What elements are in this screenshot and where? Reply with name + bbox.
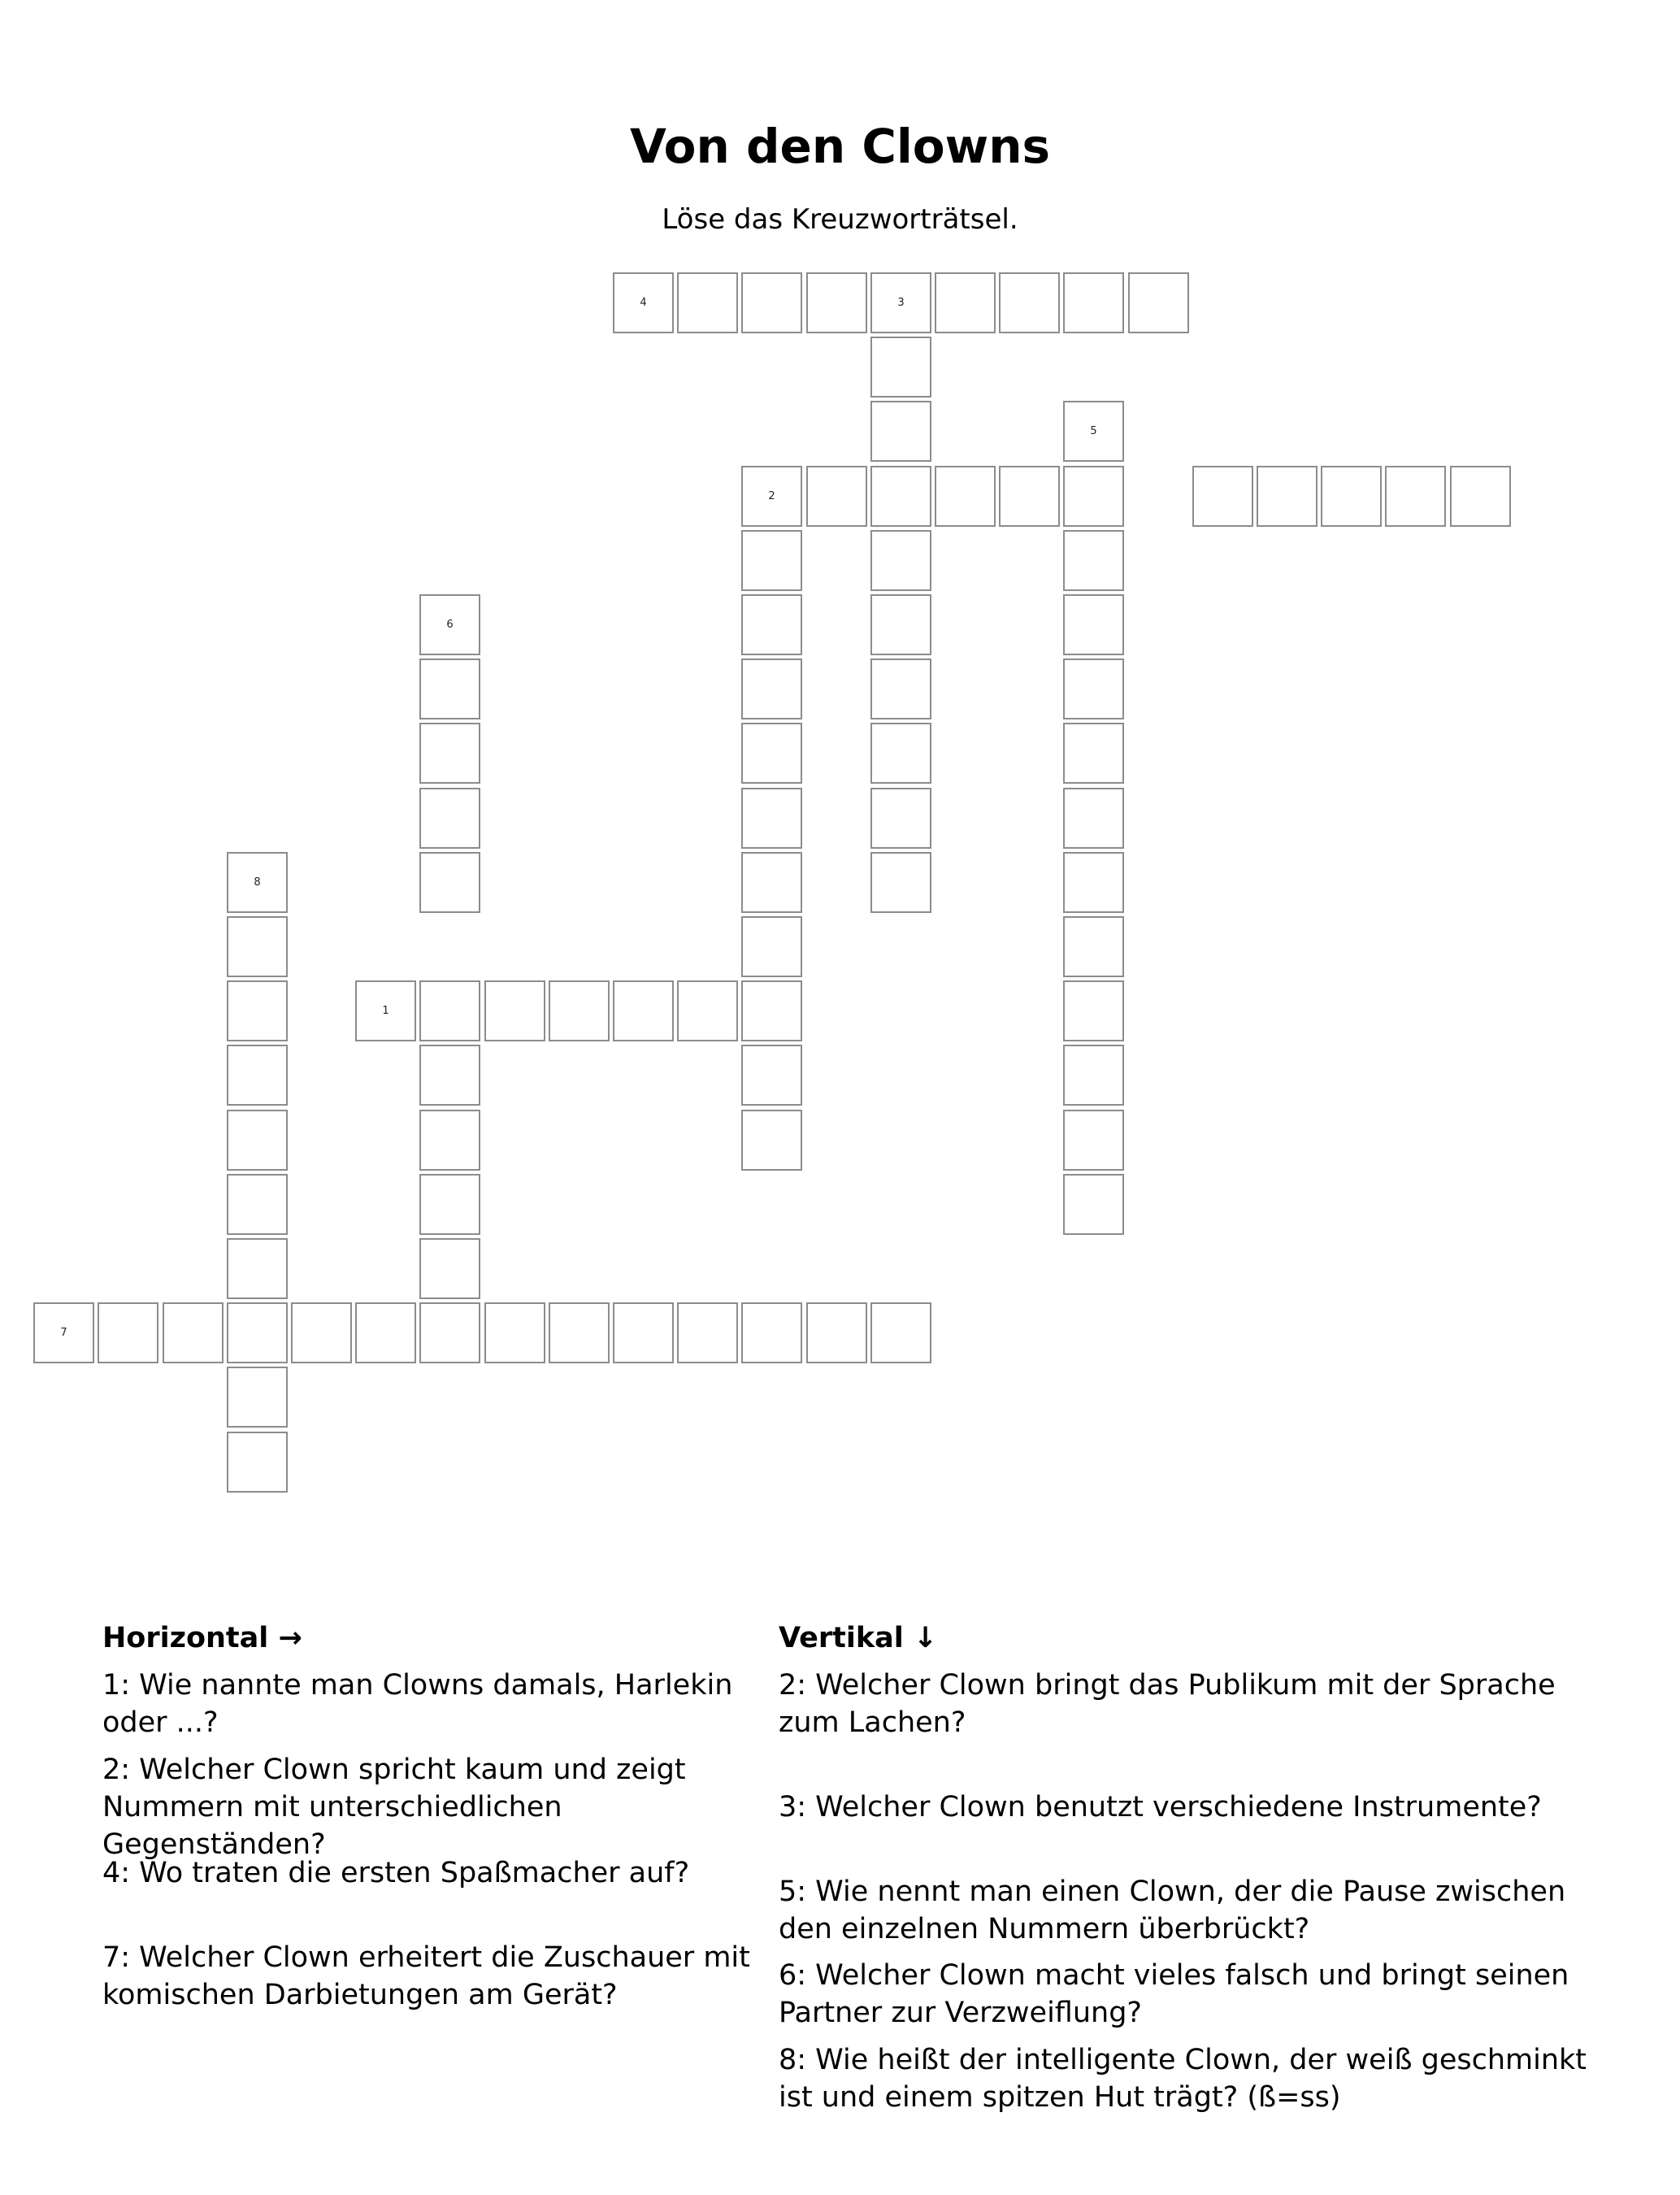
crossword-cell[interactable] bbox=[1192, 466, 1253, 527]
clue-number: 4 bbox=[640, 297, 647, 309]
crossword-cell[interactable] bbox=[870, 1302, 931, 1363]
vertical-clue bbox=[779, 1667, 1556, 1741]
clue-line: 4: Wo traten die ersten Spaßmacher auf? bbox=[102, 1857, 690, 1889]
crossword-cell[interactable] bbox=[419, 1302, 480, 1363]
crossword-cell[interactable] bbox=[1385, 466, 1446, 527]
crossword-cell[interactable] bbox=[806, 272, 867, 333]
crossword-cell[interactable] bbox=[741, 594, 802, 655]
crossword-cell[interactable] bbox=[999, 466, 1060, 527]
crossword-cell[interactable] bbox=[1063, 723, 1124, 784]
vertical-heading: Vertikal ↓ bbox=[779, 1622, 938, 1654]
crossword-cell[interactable] bbox=[1063, 788, 1124, 849]
horizontal-clue bbox=[102, 1751, 686, 1863]
crossword-cell[interactable] bbox=[419, 1045, 480, 1106]
crossword-cell[interactable] bbox=[870, 788, 931, 849]
crossword-cell[interactable] bbox=[163, 1302, 224, 1363]
clue-number: 6 bbox=[446, 619, 454, 631]
clue-line: 5: Wie nennt man einen Clown, der die Pause zwischen bbox=[779, 1876, 1566, 1908]
crossword-cell[interactable] bbox=[741, 466, 802, 527]
horizontal-heading: Horizontal → bbox=[102, 1622, 302, 1654]
clue-line: Nummern mit unterschiedlichen bbox=[102, 1791, 562, 1823]
crossword-cell[interactable] bbox=[227, 1302, 288, 1363]
crossword-cell[interactable] bbox=[741, 916, 802, 977]
crossword-cell[interactable] bbox=[1063, 1110, 1124, 1171]
crossword-cell[interactable] bbox=[484, 980, 545, 1041]
crossword-cell[interactable] bbox=[1063, 658, 1124, 719]
crossword-cell[interactable] bbox=[355, 980, 416, 1041]
crossword-cell[interactable] bbox=[227, 1238, 288, 1299]
crossword-cell[interactable] bbox=[419, 980, 480, 1041]
horizontal-clue bbox=[102, 1939, 750, 2014]
crossword-cell[interactable] bbox=[741, 723, 802, 784]
clue-line: 2: Welcher Clown spricht kaum und zeigt bbox=[102, 1754, 686, 1786]
crossword-cell[interactable] bbox=[1063, 916, 1124, 977]
crossword-cell[interactable] bbox=[419, 852, 480, 913]
crossword-cell[interactable] bbox=[935, 272, 996, 333]
crossword-cell[interactable] bbox=[677, 1302, 738, 1363]
clue-number: 5 bbox=[1090, 425, 1097, 437]
clue-line: 6: Welcher Clown macht vieles falsch und bringt seinen bbox=[779, 1959, 1569, 1992]
crossword-cell[interactable] bbox=[741, 980, 802, 1041]
crossword-cell[interactable] bbox=[741, 272, 802, 333]
vertical-clue bbox=[779, 1873, 1565, 1948]
crossword-cell[interactable] bbox=[227, 1432, 288, 1493]
crossword-cell[interactable] bbox=[33, 1302, 94, 1363]
vertical-clue bbox=[779, 1957, 1569, 2032]
clue-line: 7: Welcher Clown erheitert die Zuschauer mit bbox=[102, 1941, 750, 1974]
clue-line: Gegenständen? bbox=[102, 1828, 326, 1861]
crossword-cell[interactable] bbox=[741, 1110, 802, 1171]
crossword-cell[interactable] bbox=[1063, 401, 1124, 462]
crossword-cell[interactable] bbox=[227, 980, 288, 1041]
horizontal-clue bbox=[102, 1854, 689, 1892]
crossword-cell[interactable] bbox=[870, 466, 931, 527]
clue-number: 3 bbox=[897, 297, 905, 309]
crossword-cell[interactable] bbox=[355, 1302, 416, 1363]
clue-line: 1: Wie nannte man Clowns damals, Harlekin bbox=[102, 1669, 733, 1702]
clue-line: den einzelnen Nummern überbrückt? bbox=[779, 1913, 1310, 1945]
crossword-cell[interactable] bbox=[1063, 272, 1124, 333]
crossword-cell[interactable] bbox=[741, 530, 802, 591]
crossword-cell[interactable] bbox=[870, 337, 931, 398]
crossword-cell[interactable] bbox=[1063, 530, 1124, 591]
crossword-cell[interactable] bbox=[549, 1302, 610, 1363]
crossword-cell[interactable] bbox=[1063, 980, 1124, 1041]
crossword-cell[interactable] bbox=[1063, 594, 1124, 655]
crossword-cell[interactable] bbox=[741, 1302, 802, 1363]
crossword-cell[interactable] bbox=[1063, 1045, 1124, 1106]
crossword-cell[interactable] bbox=[870, 594, 931, 655]
crossword-cell[interactable] bbox=[741, 658, 802, 719]
horizontal-clues bbox=[102, 1619, 753, 2011]
vertical-clue bbox=[779, 2041, 1587, 2116]
crossword-cell[interactable] bbox=[484, 1302, 545, 1363]
clue-line: 8: Wie heißt der intelligente Clown, der weiß geschminkt bbox=[779, 2044, 1587, 2076]
clue-line: zum Lachen? bbox=[779, 1706, 966, 1739]
crossword-cell[interactable] bbox=[549, 980, 610, 1041]
crossword-cell[interactable] bbox=[1257, 466, 1318, 527]
crossword-cell[interactable] bbox=[613, 1302, 674, 1363]
clue-line: komischen Darbietungen am Gerät? bbox=[102, 1979, 618, 2011]
crossword-cell[interactable] bbox=[227, 852, 288, 913]
vertical-clues bbox=[779, 1619, 1632, 2114]
crossword-cell[interactable] bbox=[419, 1174, 480, 1235]
crossword-cell[interactable] bbox=[227, 1174, 288, 1235]
clue-line: oder ...? bbox=[102, 1706, 219, 1739]
crossword-cell[interactable] bbox=[227, 1045, 288, 1106]
crossword-cell[interactable] bbox=[1063, 852, 1124, 913]
crossword-cell[interactable] bbox=[1128, 272, 1189, 333]
crossword-cell[interactable] bbox=[741, 788, 802, 849]
clue-line: Partner zur Verzweiflung? bbox=[779, 1997, 1143, 2029]
clue-number: 2 bbox=[768, 490, 775, 502]
clue-number: 1 bbox=[382, 1005, 389, 1017]
crossword-cell[interactable] bbox=[870, 852, 931, 913]
crossword-cell[interactable] bbox=[419, 594, 480, 655]
crossword-cell[interactable] bbox=[870, 530, 931, 591]
crossword-cell[interactable] bbox=[741, 852, 802, 913]
crossword-cell[interactable] bbox=[1063, 1174, 1124, 1235]
clue-number: 7 bbox=[60, 1327, 67, 1339]
crossword-cell[interactable] bbox=[935, 466, 996, 527]
crossword-cell[interactable] bbox=[999, 272, 1060, 333]
vertical-clue bbox=[779, 1789, 1542, 1826]
crossword-cell[interactable] bbox=[1450, 466, 1511, 527]
page-title: Von den Clowns bbox=[629, 119, 1051, 174]
crossword-cell[interactable] bbox=[1321, 466, 1382, 527]
crossword-cell[interactable] bbox=[870, 723, 931, 784]
crossword-cell[interactable] bbox=[419, 788, 480, 849]
crossword-cell[interactable] bbox=[227, 1367, 288, 1428]
crossword-cell[interactable] bbox=[419, 723, 480, 784]
clue-line: 2: Welcher Clown bringt das Publikum mit der Sprache bbox=[779, 1669, 1556, 1702]
clue-line: 3: Welcher Clown benutzt verschiedene Instrumente? bbox=[779, 1791, 1542, 1823]
crossword-cell[interactable] bbox=[806, 1302, 867, 1363]
crossword-cell[interactable] bbox=[419, 1238, 480, 1299]
crossword-cell[interactable] bbox=[419, 1110, 480, 1171]
crossword-cell[interactable] bbox=[741, 1045, 802, 1106]
crossword-cell[interactable] bbox=[227, 916, 288, 977]
crossword-cell[interactable] bbox=[677, 980, 738, 1041]
clue-number: 8 bbox=[254, 876, 261, 889]
crossword-cell[interactable] bbox=[613, 980, 674, 1041]
crossword-cell[interactable] bbox=[291, 1302, 352, 1363]
crossword-cell[interactable] bbox=[806, 466, 867, 527]
crossword-cell[interactable] bbox=[419, 658, 480, 719]
clue-line: ist und einem spitzen Hut trägt? (ß=ss) bbox=[779, 2081, 1341, 2114]
horizontal-clue bbox=[102, 1667, 732, 1741]
crossword-cell[interactable] bbox=[677, 272, 738, 333]
crossword-cell[interactable] bbox=[1063, 466, 1124, 527]
instructions: Löse das Kreuzworträtsel. bbox=[662, 203, 1018, 236]
crossword-cell[interactable] bbox=[98, 1302, 158, 1363]
crossword-cell[interactable] bbox=[870, 272, 931, 333]
crossword-cell[interactable] bbox=[870, 401, 931, 462]
crossword-cell[interactable] bbox=[613, 272, 674, 333]
crossword-cell[interactable] bbox=[227, 1110, 288, 1171]
crossword-cell[interactable] bbox=[870, 658, 931, 719]
